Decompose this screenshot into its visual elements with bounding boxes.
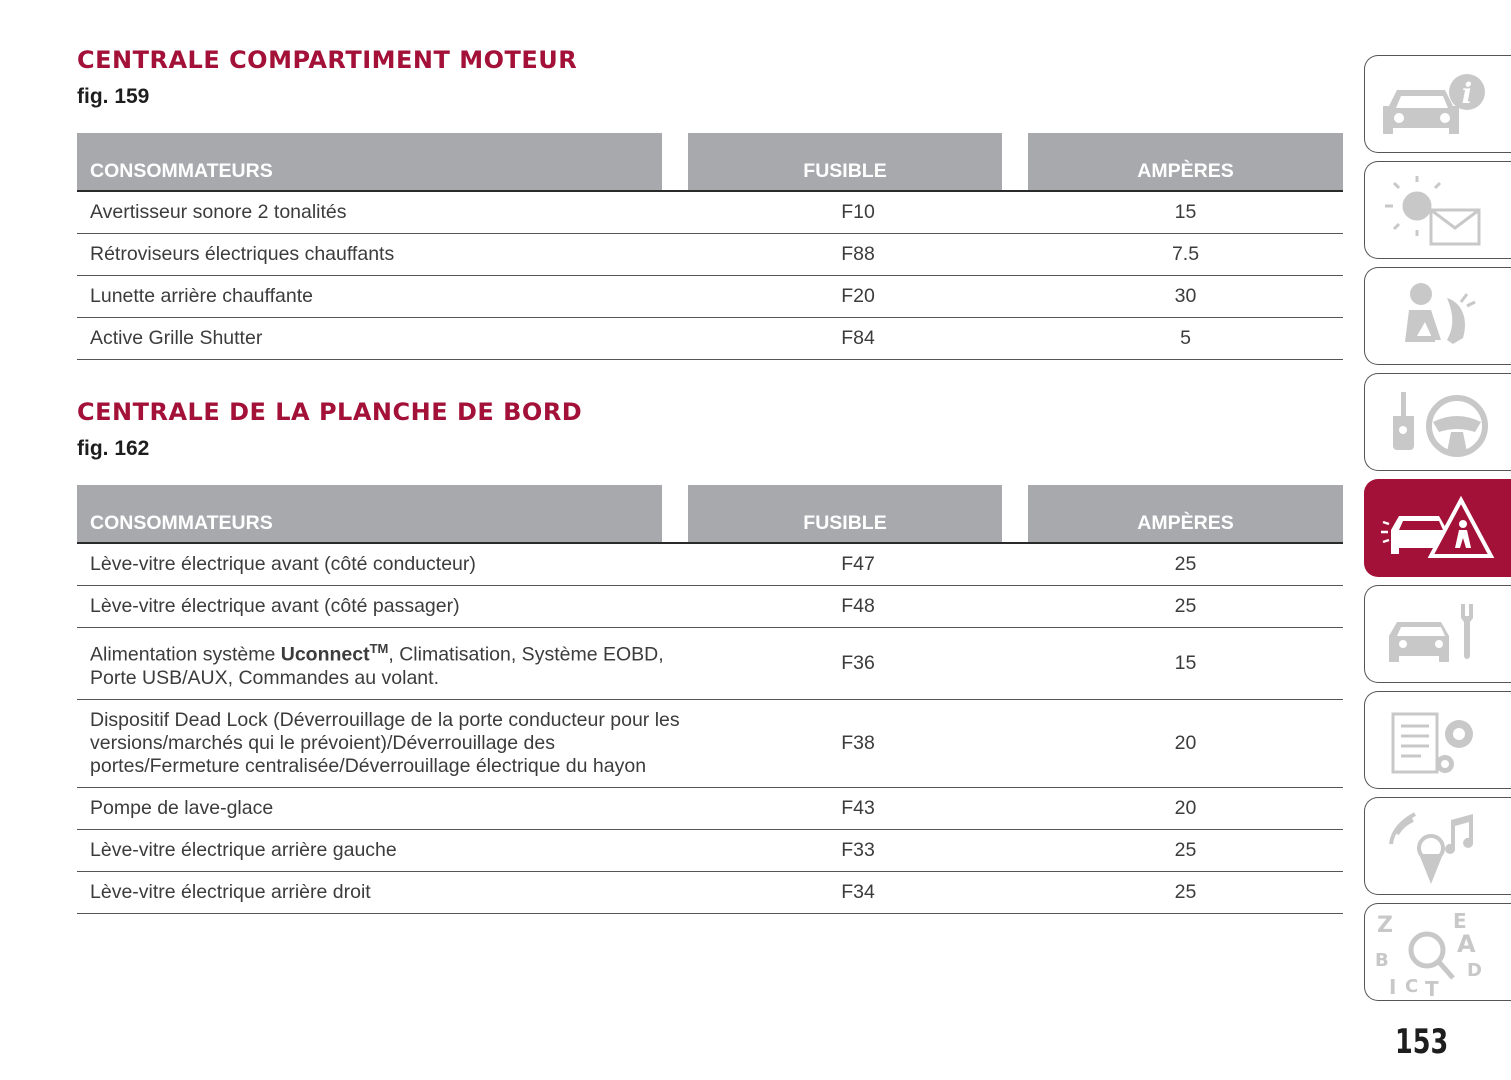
amps-cell: 25 [1028, 829, 1343, 871]
tab-start-driving[interactable] [1364, 373, 1511, 471]
header-gap [1002, 485, 1028, 543]
header-gap [662, 485, 688, 543]
fuse-cell: F36 [688, 628, 1028, 700]
airbag-safety-icon [1375, 274, 1500, 360]
fuse-cell: F47 [688, 543, 1028, 586]
table-row [77, 234, 1343, 276]
trademark: TM [369, 641, 389, 656]
amps-cell: 7.5 [1028, 234, 1343, 276]
multimedia-icon [1375, 804, 1500, 890]
amps-cell: 15 [1028, 191, 1343, 234]
table-row [77, 191, 1343, 234]
table-row [77, 318, 1343, 360]
page-number: 153 [1395, 1022, 1449, 1062]
amps-cell: 30 [1028, 276, 1343, 318]
index-letter: B [1375, 950, 1389, 971]
column-header-amps: AMPÈRES [1028, 133, 1343, 191]
svg-text:i: i [1461, 77, 1473, 110]
brand-name: Uconnect [280, 643, 370, 666]
fuse-cell: F88 [688, 234, 1028, 276]
consumer-cell: Lève-vitre électrique arrière gauche [77, 829, 688, 871]
table-row [77, 699, 1343, 787]
fuse-cell: F34 [688, 871, 1028, 913]
index-letter: I [1389, 975, 1397, 996]
car-emergency-icon [1375, 486, 1500, 572]
fuse-cell: F20 [688, 276, 1028, 318]
consumer-cell: Lève-vitre électrique avant (côté passager) [77, 586, 688, 628]
fuse-table-dashboard [77, 485, 1343, 914]
fuse-table-engine [77, 133, 1343, 360]
tab-emergency[interactable] [1364, 479, 1511, 577]
amps-cell: 5 [1028, 318, 1343, 360]
table-row [77, 787, 1343, 829]
consumer-prefix: Alimentation système [90, 643, 281, 666]
consumer-cell: Dispositif Dead Lock (Déverrouillage de la porte conducteur pour les versions/marchés qui le prévoient)/Déverrouillage des portes/Fermeture centralisée/Déverrouillage électrique du hayon [77, 699, 688, 787]
column-header-fuse: FUSIBLE [688, 485, 1002, 543]
fuse-cell: F10 [688, 191, 1028, 234]
index-letter: D [1467, 960, 1482, 981]
technical-specs-icon [1375, 698, 1500, 784]
consumer-cell: Rétroviseurs électriques chauffants [77, 234, 688, 276]
table-row [77, 586, 1343, 628]
fuse-cell: F48 [688, 586, 1028, 628]
amps-cell: 25 [1028, 871, 1343, 913]
consumer-cell [77, 628, 688, 700]
table-row [77, 628, 1343, 700]
fuse-cell: F84 [688, 318, 1028, 360]
tab-dashboard[interactable] [1364, 161, 1511, 259]
consumer-cell: Lève-vitre électrique avant (côté conducteur) [77, 543, 688, 586]
table-header-row [77, 133, 1343, 191]
car-info-icon [1375, 62, 1500, 148]
consumer-cell: Active Grille Shutter [77, 318, 688, 360]
table-header-row [77, 485, 1343, 543]
consumer-cell: Lunette arrière chauffante [77, 276, 688, 318]
index-search-icon [1375, 910, 1500, 996]
amps-cell: 20 [1028, 699, 1343, 787]
tab-car-info[interactable] [1364, 55, 1511, 153]
amps-cell: 25 [1028, 543, 1343, 586]
figure-reference: fig. 162 [77, 437, 150, 460]
fuse-cell: F43 [688, 787, 1028, 829]
index-letter: C [1405, 976, 1419, 996]
table-row [77, 543, 1343, 586]
consumer-suffix: , Climatisation, Système EOBD, Porte USB/AUX, Commandes au volant. [90, 643, 664, 689]
key-steering-wheel-icon [1375, 380, 1500, 466]
index-letter: T [1425, 977, 1439, 996]
amps-cell: 25 [1028, 586, 1343, 628]
index-letter: A [1457, 930, 1476, 958]
consumer-cell: Lève-vitre électrique arrière droit [77, 871, 688, 913]
amps-cell: 15 [1028, 628, 1343, 700]
amps-cell: 20 [1028, 787, 1343, 829]
table-row [77, 871, 1343, 913]
tab-index[interactable] [1364, 903, 1511, 1001]
car-maintenance-icon [1375, 592, 1500, 678]
tab-safety[interactable] [1364, 267, 1511, 365]
header-gap [1002, 133, 1028, 191]
index-letter: Z [1377, 913, 1393, 938]
index-letter: E [1453, 910, 1467, 933]
column-header-fuse: FUSIBLE [688, 133, 1002, 191]
fuse-cell: F38 [688, 699, 1028, 787]
table-row [77, 276, 1343, 318]
tab-maintenance[interactable] [1364, 585, 1511, 683]
tab-multimedia[interactable] [1364, 797, 1511, 895]
figure-reference: fig. 159 [77, 85, 150, 108]
column-header-consumers: CONSOMMATEURS [77, 485, 662, 543]
section-title-engine: CENTRALE COMPARTIMENT MOTEUR [77, 46, 578, 74]
column-header-consumers: CONSOMMATEURS [77, 133, 662, 191]
fuse-cell: F33 [688, 829, 1028, 871]
consumer-cell: Avertisseur sonore 2 tonalités [77, 191, 688, 234]
consumer-cell: Pompe de lave-glace [77, 787, 688, 829]
tab-technical-data[interactable] [1364, 691, 1511, 789]
section-title-dashboard: CENTRALE DE LA PLANCHE DE BORD [77, 398, 583, 426]
header-gap [662, 133, 688, 191]
column-header-amps: AMPÈRES [1028, 485, 1343, 543]
dashboard-lights-icon [1375, 168, 1500, 254]
table-row [77, 829, 1343, 871]
